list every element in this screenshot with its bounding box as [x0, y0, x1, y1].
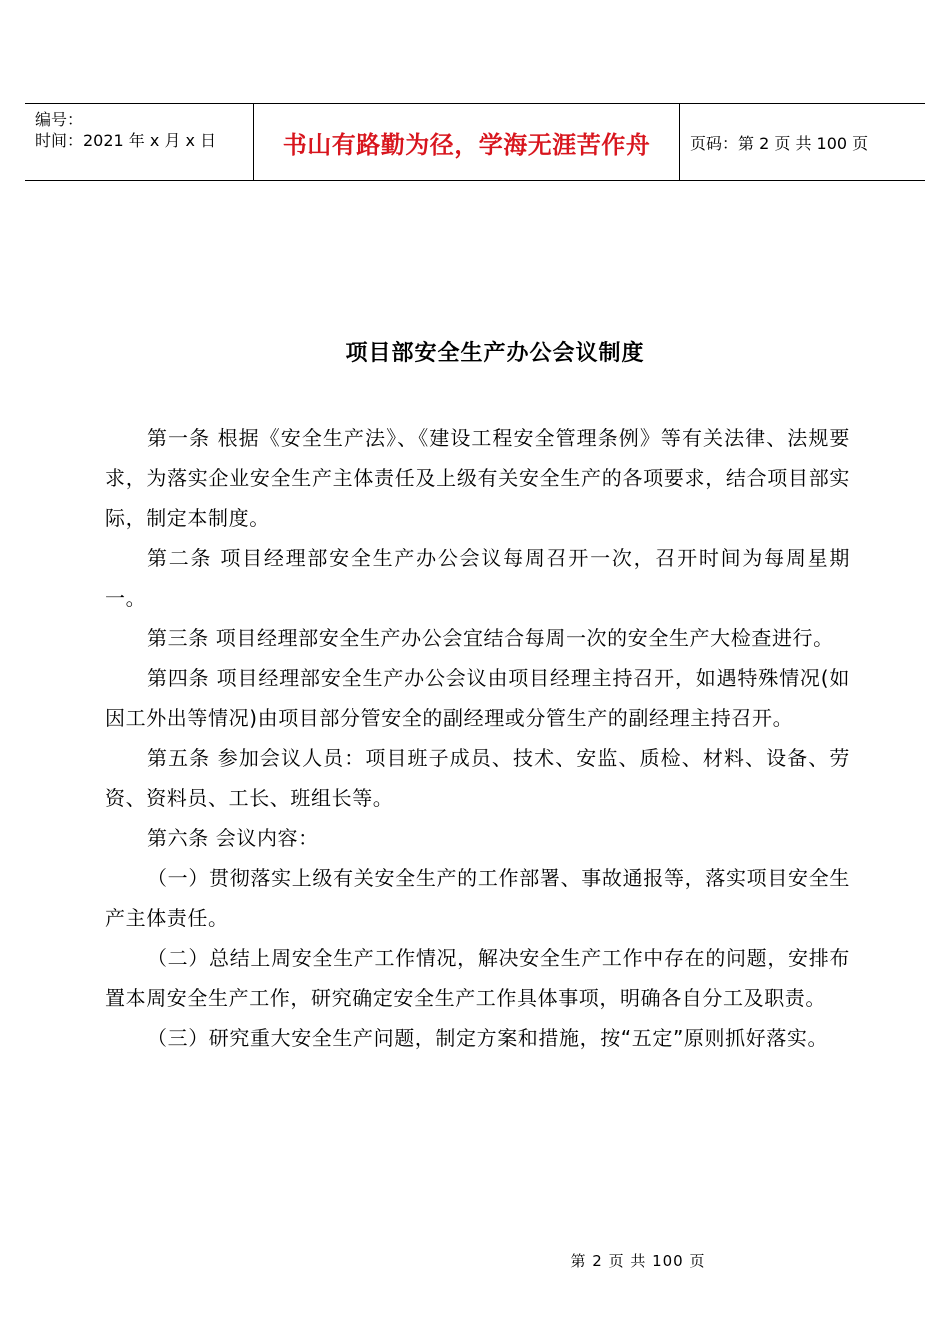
page-footer: 第 2 页 共 100 页	[570, 1252, 706, 1270]
header-meta	[25, 104, 254, 180]
paragraph: 第二条 项目经理部安全生产办公会议每周召开一次，召开时间为每周星期一。	[105, 546, 850, 610]
document-body	[105, 418, 850, 1058]
paragraph: 第四条 项目经理部安全生产办公会议由项目经理主持召开，如遇特殊情况(如因工外出等情况)由项目部分管安全的副经理或分管生产的副经理主持召开。	[105, 666, 850, 730]
paragraph: （二）总结上周安全生产工作情况，解决安全生产工作中存在的问题，安排布置本周安全生产工作，研究确定安全生产工作具体事项，明确各自分工及职责。	[105, 946, 850, 1010]
paragraph: 第六条 会议内容：	[147, 826, 319, 850]
document-title: 项目部安全生产办公会议制度	[345, 341, 645, 366]
paragraph: 第五条 参加会议人员：项目班子成员、技术、安监、质检、材料、设备、劳资、资料员、工长、班组长等。	[105, 746, 850, 810]
paragraph: （一）贯彻落实上级有关安全生产的工作部署、事故通报等，落实项目安全生产主体责任。	[105, 866, 850, 930]
document-header	[25, 103, 925, 181]
paragraph: （三）研究重大安全生产问题，制定方案和措施，按“五定”原则抓好落实。	[147, 1026, 829, 1050]
number-label: 编号：	[35, 110, 84, 129]
header-motto: 书山有路勤为径，学海无涯苦作舟	[254, 104, 680, 180]
paragraph: 第一条 根据《安全生产法》、《建设工程安全管理条例》等有关法律、法规要求，为落实企业安全生产主体责任及上级有关安全生产的各项要求，结合项目部实际，制定本制度。	[105, 426, 850, 530]
date-label: 时间：2021 年 x 月 x 日	[35, 131, 217, 150]
paragraph: 第三条 项目经理部安全生产办公会宜结合每周一次的安全生产大检查进行。	[147, 626, 834, 650]
header-page-info: 页码：第 2 页 共 100 页	[690, 133, 869, 153]
